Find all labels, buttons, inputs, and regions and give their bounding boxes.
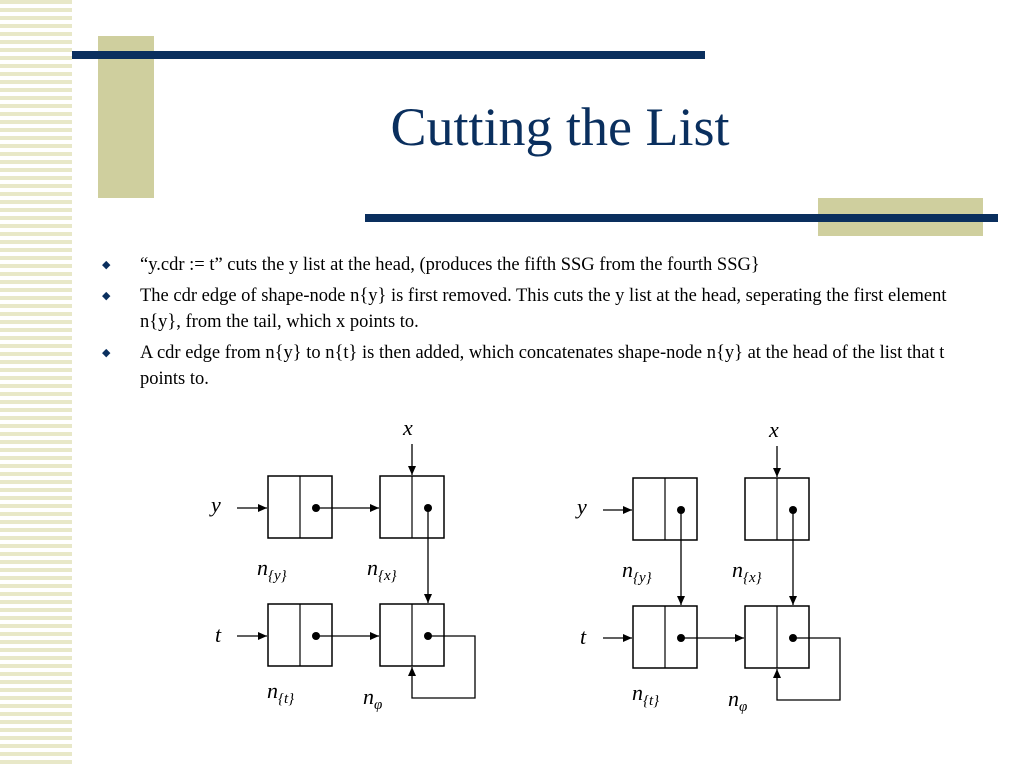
bullet-list xyxy=(100,252,960,397)
var-label-t: t xyxy=(215,622,222,647)
node-box xyxy=(268,476,332,538)
node-box xyxy=(745,606,809,668)
bullet-text: A cdr edge from n{y} to n{t} is then added, which concatenates shape-node n{y} at the head of the list that t points to. xyxy=(140,343,945,389)
deco-bar-bottom xyxy=(365,214,998,222)
diagram-before xyxy=(209,415,475,713)
var-label-x: x xyxy=(769,417,779,442)
bullet-item xyxy=(100,340,960,392)
node-label-nx: n{x} xyxy=(367,555,397,584)
bullet-item xyxy=(100,252,960,278)
diamond-bullet-icon: ◆ xyxy=(102,259,111,271)
slide-title: Cutting the List xyxy=(390,97,730,157)
shape-graph-diagram xyxy=(195,410,855,720)
var-label-y: y xyxy=(211,492,221,517)
node-box xyxy=(380,604,444,666)
node-box xyxy=(745,478,809,540)
node-label-nt: n{t} xyxy=(632,680,660,709)
bullet-item xyxy=(100,283,960,335)
node-label-nphi: nφ xyxy=(363,684,383,713)
deco-block-top xyxy=(98,36,154,198)
var-label-x: x xyxy=(403,415,413,440)
var-label-t: t xyxy=(580,624,587,649)
diamond-bullet-icon: ◆ xyxy=(102,290,111,302)
var-label-y: y xyxy=(577,494,587,519)
deco-bar-top xyxy=(72,51,705,59)
left-stripe-decoration xyxy=(0,0,72,768)
diamond-bullet-icon: ◆ xyxy=(102,347,111,359)
node-label-nx: n{x} xyxy=(732,557,762,586)
node-label-nphi: nφ xyxy=(728,686,748,715)
node-box xyxy=(633,606,697,668)
node-label-ny: n{y} xyxy=(257,555,287,584)
node-label-nt: n{t} xyxy=(267,678,295,707)
node-label-ny: n{y} xyxy=(622,557,652,586)
node-box xyxy=(380,476,444,538)
diagram-after xyxy=(575,417,840,715)
node-box xyxy=(268,604,332,666)
node-box xyxy=(633,478,697,540)
bullet-text: The cdr edge of shape-node n{y} is first removed. This cuts the y list at the head, seperating the first element n{y}, from the tail, which x points to. xyxy=(140,286,947,332)
bullet-text: “y.cdr := t” cuts the y list at the head, (produces the fifth SSG from the fourth SSG} xyxy=(140,255,760,275)
